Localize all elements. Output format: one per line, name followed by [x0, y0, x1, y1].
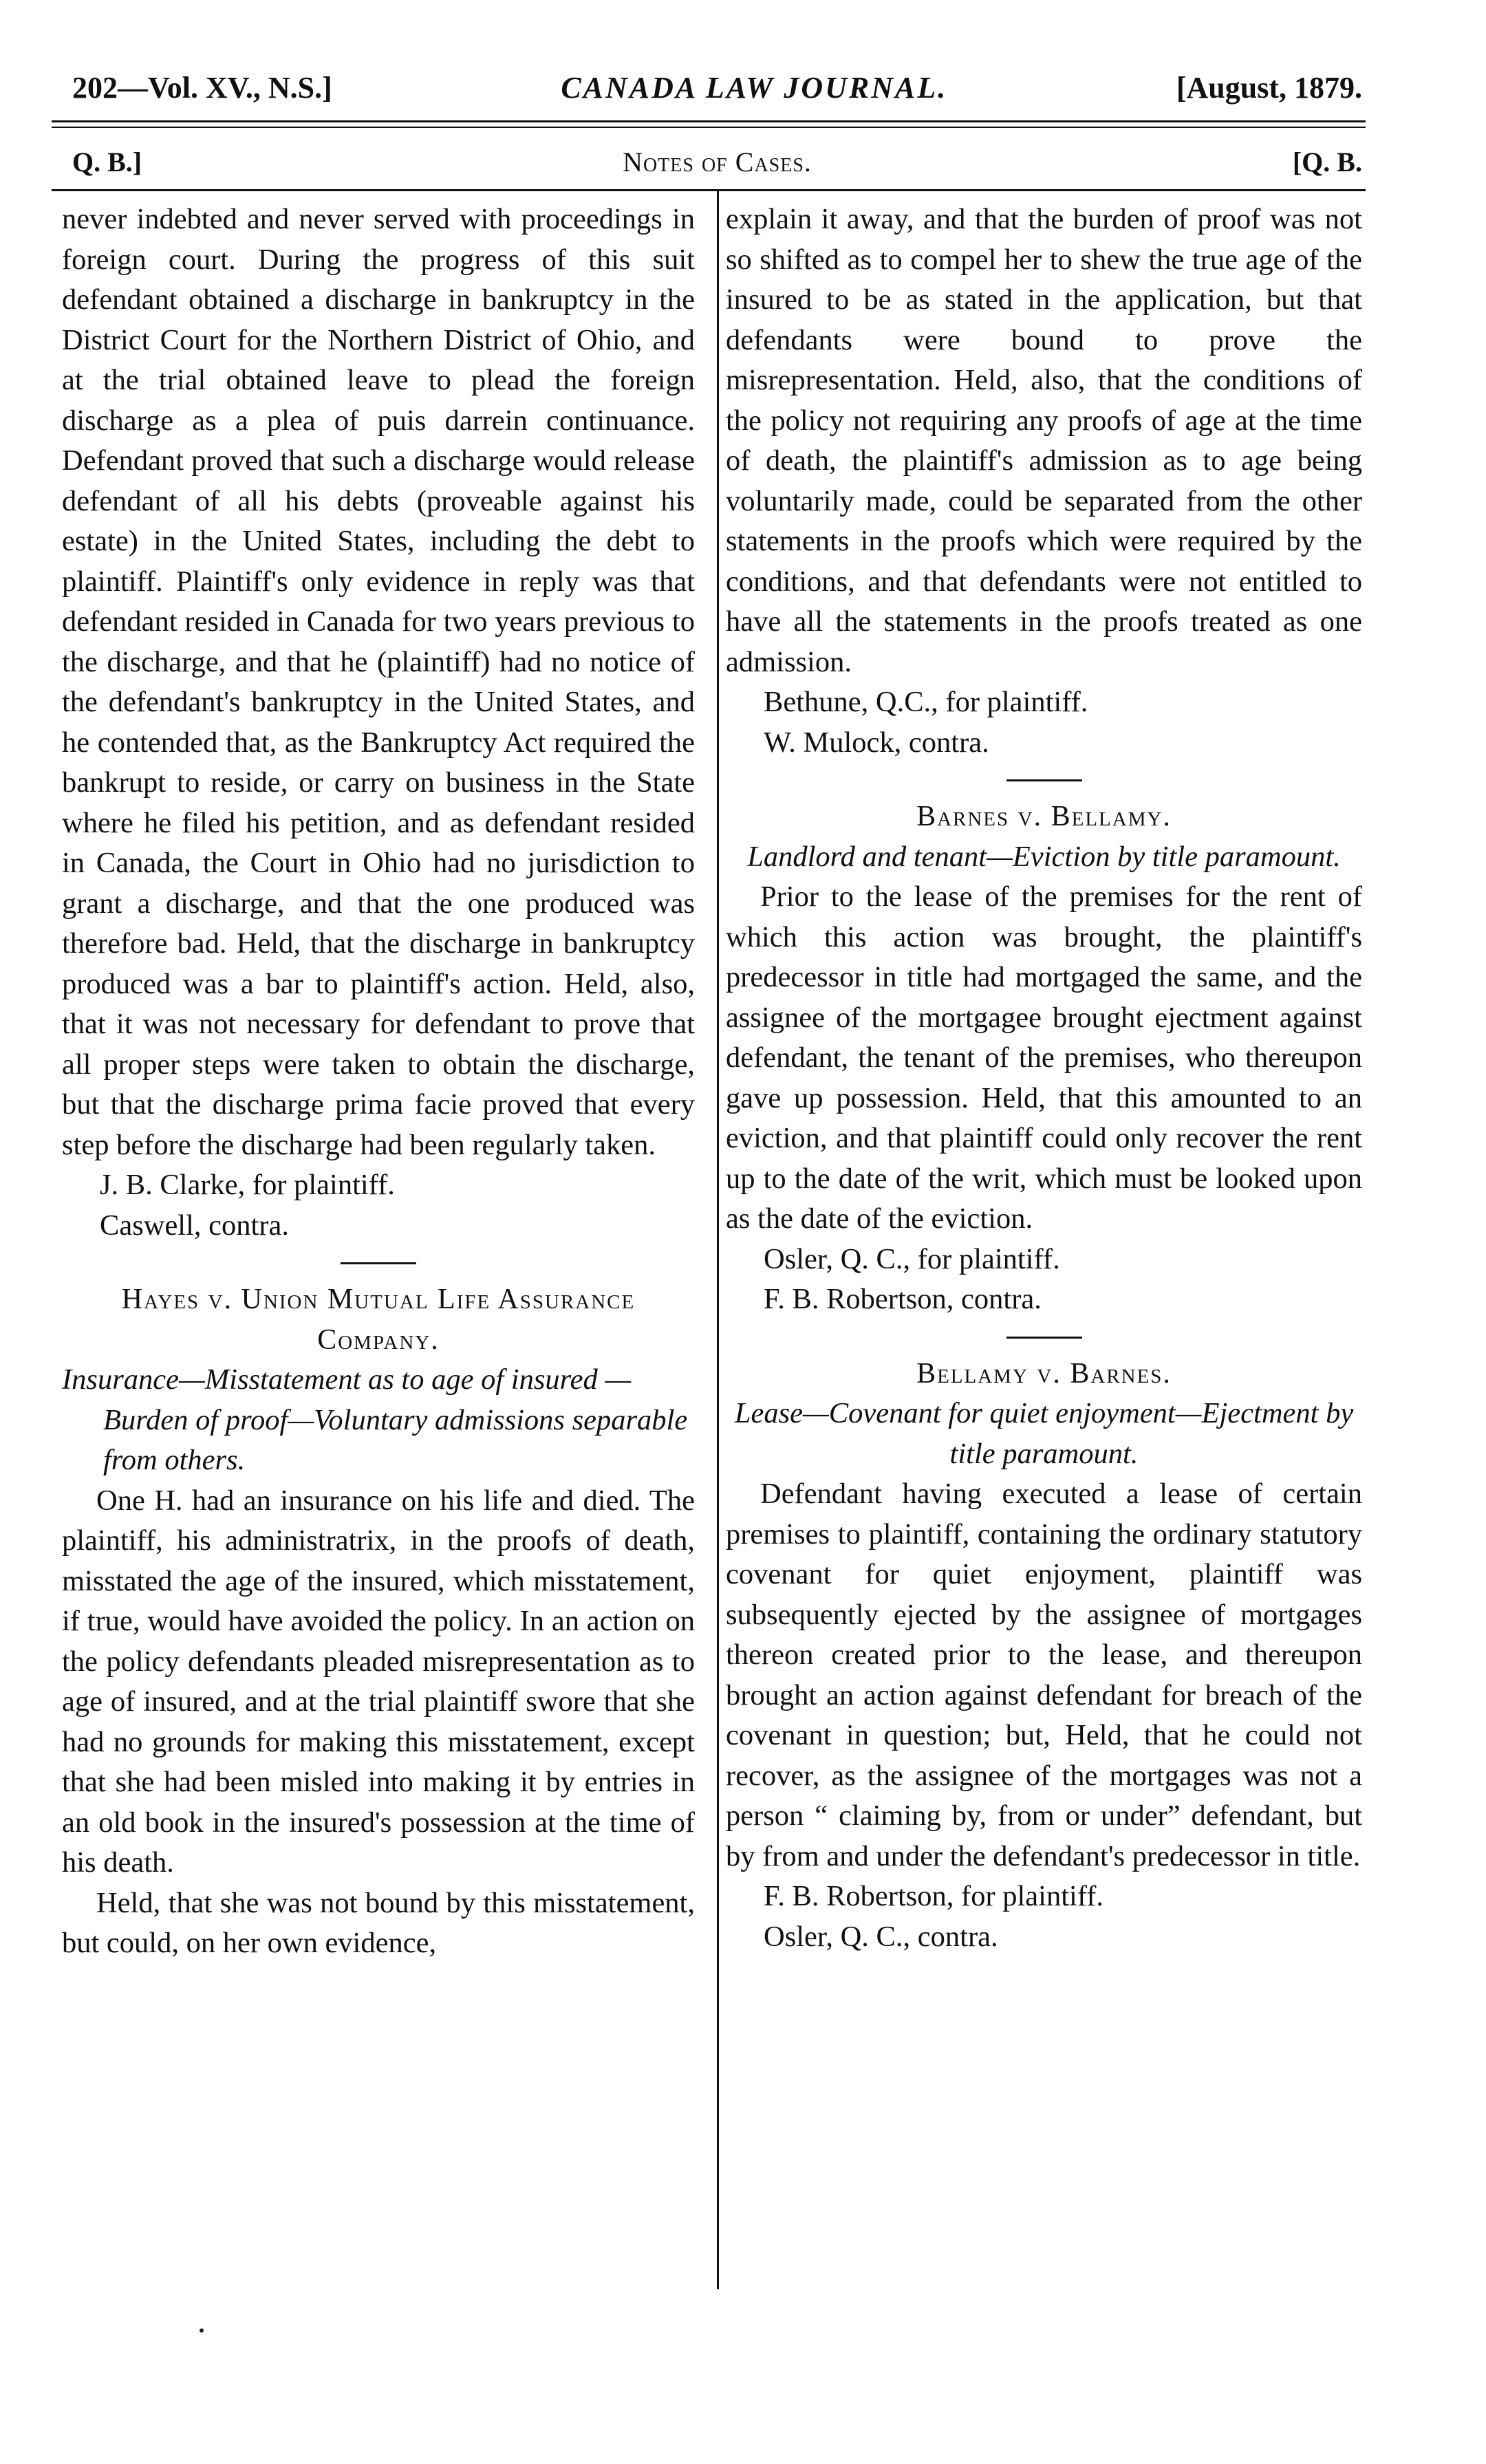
continued-paragraph: never indebted and never served with proceedings in foreign court. During the progress of this suit defendant obtained a discharge in bankruptcy in the District Court for the Northern District of Ohio, and at the trial obtained leave to plead the foreign discharge as a plea of puis darrein continuance. Defendant proved that such a discharge would release defendant of all his debts (proveable against his estate) in the United States, including the debt to plaintiff. Plaintiff's only evidence in reply was that defendant resided in Canada for two years previous to the discharge, and that he (plaintiff) had no notice of the defendant's bankruptcy in the United States, and he contended that, as the Bankruptcy Act required the bankrupt to reside, or carry on business in the State where he filed his petition, and as defendant resided in Canada, the Court in Ohio had no jurisdiction to grant a discharge, and that the one produced was therefore bad. Held, that the discharge in bankruptcy produced was a bar to plaintiff's action. Held, also, that it was not necessary for defendant to prove that all proper steps were taken to obtain the discharge, but that the discharge prima facie proved that every step before the discharge had been regularly taken.	[62, 203, 695, 1161]
case-paragraph: Held, that she was not bound by this misstatement, but could, on her own evidence,	[62, 1886, 695, 1959]
column-divider	[717, 191, 719, 2289]
case-title: Bellamy v. Barnes.	[916, 1357, 1172, 1390]
counsel-line: Osler, Q. C., for plaintiff.	[764, 1242, 1060, 1275]
running-header	[72, 63, 1362, 111]
case-paragraph: One H. had an insurance on his life and died. The plaintiff, his administratrix, in the proofs of death, misstated the age of the insured, which misstatement, if true, would have avoided the policy. In an action on the policy defendants pleaded misrepresentation as to age of insured, and at the trial plaintiff swore that she had no grounds for making this misstatement, except that she had been misled into making it by entries in an old book in the insured's possession at the time of his death.	[62, 1484, 695, 1879]
counsel-line: F. B. Robertson, for plaintiff.	[764, 1880, 1103, 1912]
counsel-line: Caswell, contra.	[100, 1209, 289, 1242]
court-label-left: Q. B.]	[72, 146, 142, 177]
counsel-line: Osler, Q. C., contra.	[764, 1920, 998, 1953]
case-title: Barnes v. Bellamy.	[916, 801, 1172, 832]
case-headnote: Insurance—Misstatement as to age of insured —Burden of proof—Voluntary admissions separable from others.	[62, 1363, 688, 1476]
section-header	[72, 141, 1362, 182]
case-paragraph: Prior to the lease of the premises for the rent of which this action was brought, the plaintiff's predecessor in title had mortgaged the same, and the assignee of the mortgagee brought ejectment against defendant, the tenant of the premises, who thereupon gave up possession. Held, that this amounted to an eviction, and that plaintiff could only recover the rent up to the date of the writ, which must be looked upon as the date of the eviction.	[726, 880, 1362, 1235]
left-column	[62, 199, 695, 1964]
case-headnote: Lease—Covenant for quiet enjoyment—Ejectment by title paramount.	[734, 1397, 1354, 1470]
ink-speck	[200, 2328, 204, 2333]
case-title: Hayes v. Union Mutual Life Assurance Company.	[121, 1284, 636, 1356]
header-double-rule	[52, 120, 1366, 128]
court-label-right: [Q. B.	[1292, 146, 1362, 177]
counsel-line: F. B. Robertson, contra.	[764, 1283, 1042, 1315]
separator-rule	[341, 1262, 416, 1264]
issue-date: [August, 1879.	[1176, 70, 1362, 105]
page-volume-label: 202—Vol. XV., N.S.]	[72, 70, 332, 105]
counsel-line: W. Mulock, contra.	[764, 726, 989, 759]
case-headnote: Landlord and tenant—Eviction by title paramount.	[747, 840, 1341, 873]
section-title: Notes of Cases.	[623, 146, 812, 177]
journal-title: CANADA LAW JOURNAL.	[561, 70, 948, 105]
case-paragraph: Defendant having executed a lease of certain premises to plaintiff, containing the ordinary statutory covenant for quiet enjoyment, plaintiff was subsequently ejected by the assignee of mortgages thereon created prior to the lease, and thereupon brought an action against defendant for breach of the covenant in question; but, Held, that he could not recover, as the assignee of the mortgages was not a person “ claiming by, from or under” defendant, but by from and under the defendant's predecessor in title.	[726, 1478, 1362, 1872]
counsel-line: Bethune, Q.C., for plaintiff.	[764, 686, 1088, 718]
separator-rule	[1006, 1337, 1082, 1339]
right-column	[726, 199, 1362, 1957]
separator-rule	[1006, 779, 1082, 781]
continued-paragraph: explain it away, and that the burden of proof was not so shifted as to compel her to shew the true age of the insured to be as stated in the application, but that defendants were bound to prove the misrepresentation. Held, also, that the conditions of the policy not requiring any proofs of age at the time of death, the plaintiff's admission as to age being voluntarily made, could be separated from the other statements in the proofs which were required by the conditions, and that defendants were not entitled to have all the statements in the proofs treated as one admission.	[726, 203, 1362, 678]
section-rule	[52, 189, 1366, 191]
counsel-line: J. B. Clarke, for plaintiff.	[100, 1169, 395, 1201]
